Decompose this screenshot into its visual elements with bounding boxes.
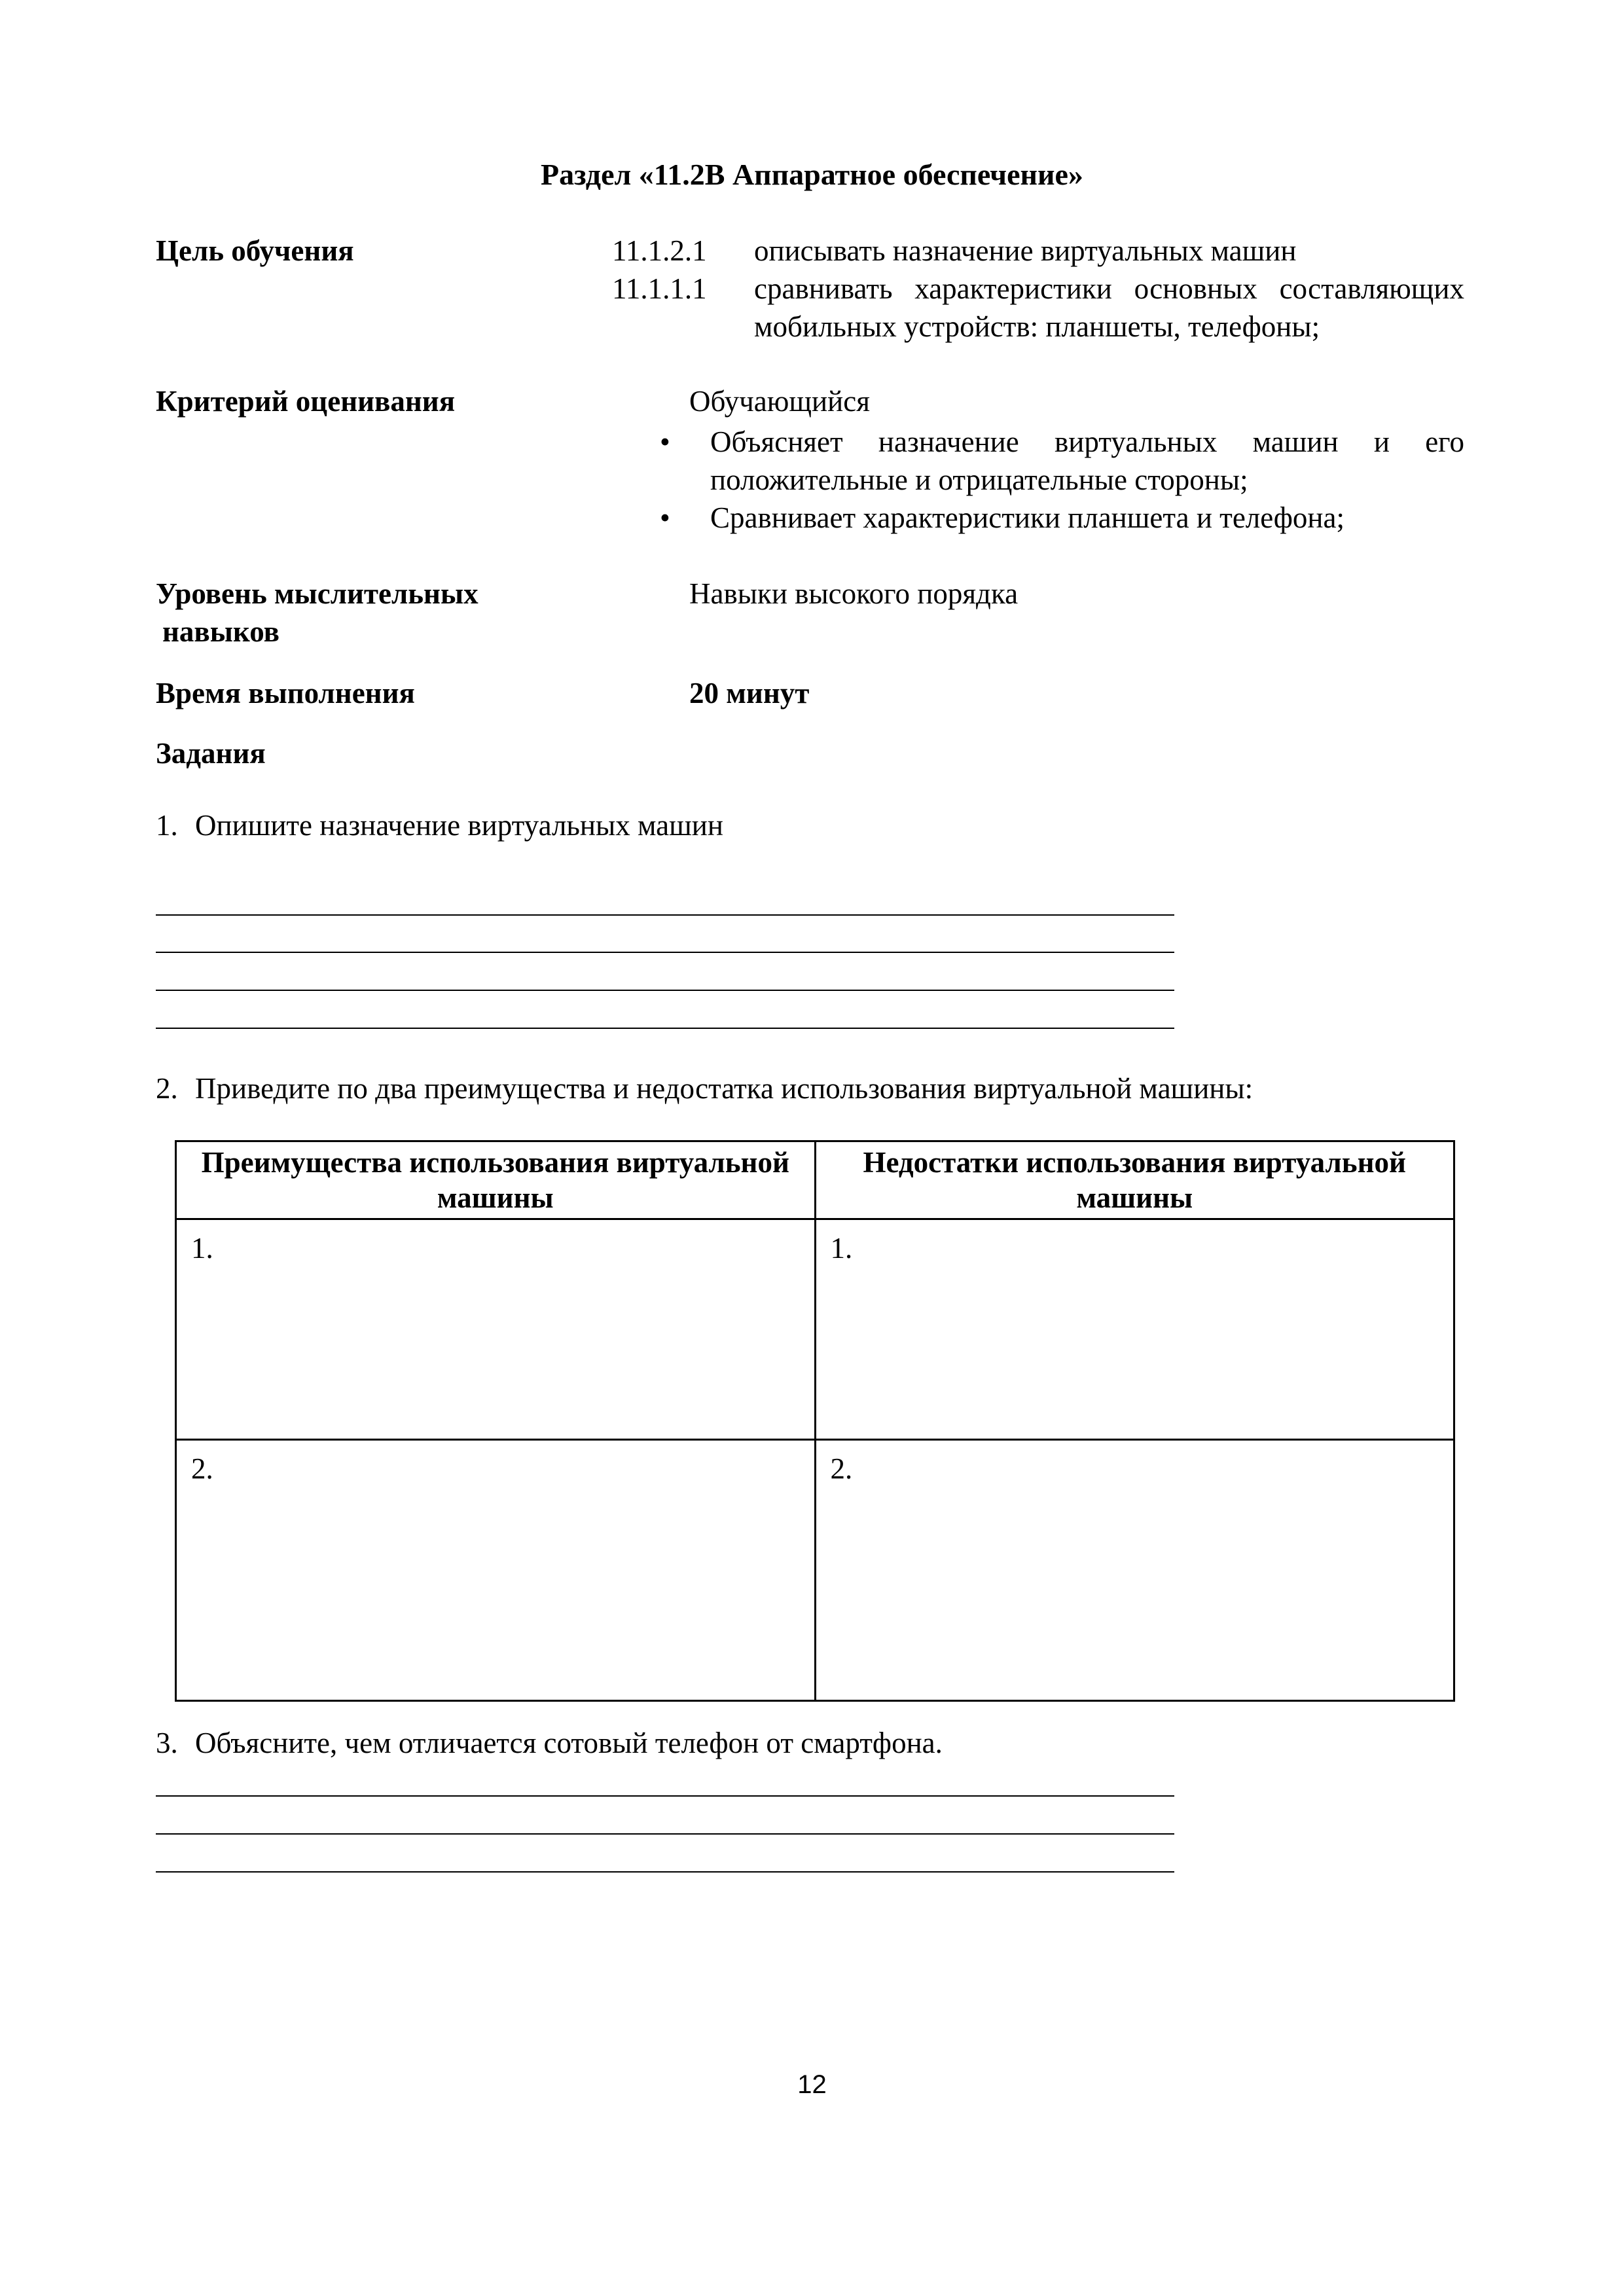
disadvantage-cell-1[interactable]: 1. bbox=[815, 1219, 1454, 1440]
task-2-text: Приведите по два преимущества и недостатка использования виртуальной машины: bbox=[195, 1072, 1254, 1105]
advantage-cell-1[interactable]: 1. bbox=[176, 1219, 816, 1440]
thinking-level-label: Уровень мыслительных bbox=[156, 577, 478, 610]
completion-time-value: 20 минут bbox=[689, 677, 810, 709]
answer-line bbox=[156, 1871, 1174, 1873]
objective-code-1: 11.1.2.1 bbox=[612, 234, 707, 267]
objective-text-2: сравнивать характеристики основных составляющих мобильных устройств: планшеты, телефоны; bbox=[754, 272, 1464, 343]
learning-objectives-label: Цель обучения bbox=[156, 234, 354, 267]
advantages-header: Преимущества использования виртуальной машины bbox=[176, 1141, 816, 1219]
task-1 bbox=[156, 806, 723, 844]
section-title: Раздел «11.2В Аппаратное обеспечение» bbox=[541, 158, 1083, 191]
vm-pros-cons-table bbox=[175, 1140, 1455, 1702]
answer-line bbox=[156, 952, 1174, 953]
thinking-level-value: Навыки высокого порядка bbox=[689, 577, 1019, 610]
task-1-text: Опишите назначение виртуальных машин bbox=[195, 809, 723, 842]
table-row bbox=[176, 1440, 1454, 1701]
task-3-text: Объясните, чем отличается сотовый телефон от смартфона. bbox=[195, 1727, 943, 1759]
page-number: 12 bbox=[797, 2070, 827, 2099]
completion-time-label: Время выполнения bbox=[156, 677, 415, 709]
advantage-cell-2[interactable]: 2. bbox=[176, 1440, 816, 1701]
task-1-number: 1. bbox=[156, 809, 178, 842]
answer-line bbox=[156, 914, 1174, 916]
task-2 bbox=[156, 1069, 1253, 1107]
answer-line bbox=[156, 1795, 1174, 1797]
tasks-heading: Задания bbox=[156, 737, 266, 770]
criterion-1: Объясняет назначение виртуальных машин и его положительные и отрицательные стороны; bbox=[710, 425, 1464, 496]
bullet-icon: • bbox=[660, 425, 670, 458]
answer-line bbox=[156, 990, 1174, 991]
task-2-number: 2. bbox=[156, 1072, 178, 1105]
task-3 bbox=[156, 1724, 943, 1762]
criterion-2: Сравнивает характеристики планшета и телефона; bbox=[710, 501, 1344, 534]
table-header-row bbox=[176, 1141, 1454, 1219]
disadvantage-cell-2[interactable]: 2. bbox=[815, 1440, 1454, 1701]
answer-line bbox=[156, 1833, 1174, 1835]
table-row bbox=[176, 1219, 1454, 1440]
task-3-number: 3. bbox=[156, 1727, 178, 1759]
disadvantages-header: Недостатки использования виртуальной машины bbox=[815, 1141, 1454, 1219]
objective-code-2: 11.1.1.1 bbox=[612, 272, 707, 305]
answer-line bbox=[156, 1028, 1174, 1029]
thinking-level-label-cont: навыков bbox=[162, 615, 280, 648]
objective-text-1: описывать назначение виртуальных машин bbox=[754, 234, 1297, 267]
bullet-icon: • bbox=[660, 501, 670, 534]
criteria-intro: Обучающийся bbox=[689, 385, 870, 418]
assessment-criteria-label: Критерий оценивания bbox=[156, 385, 456, 418]
